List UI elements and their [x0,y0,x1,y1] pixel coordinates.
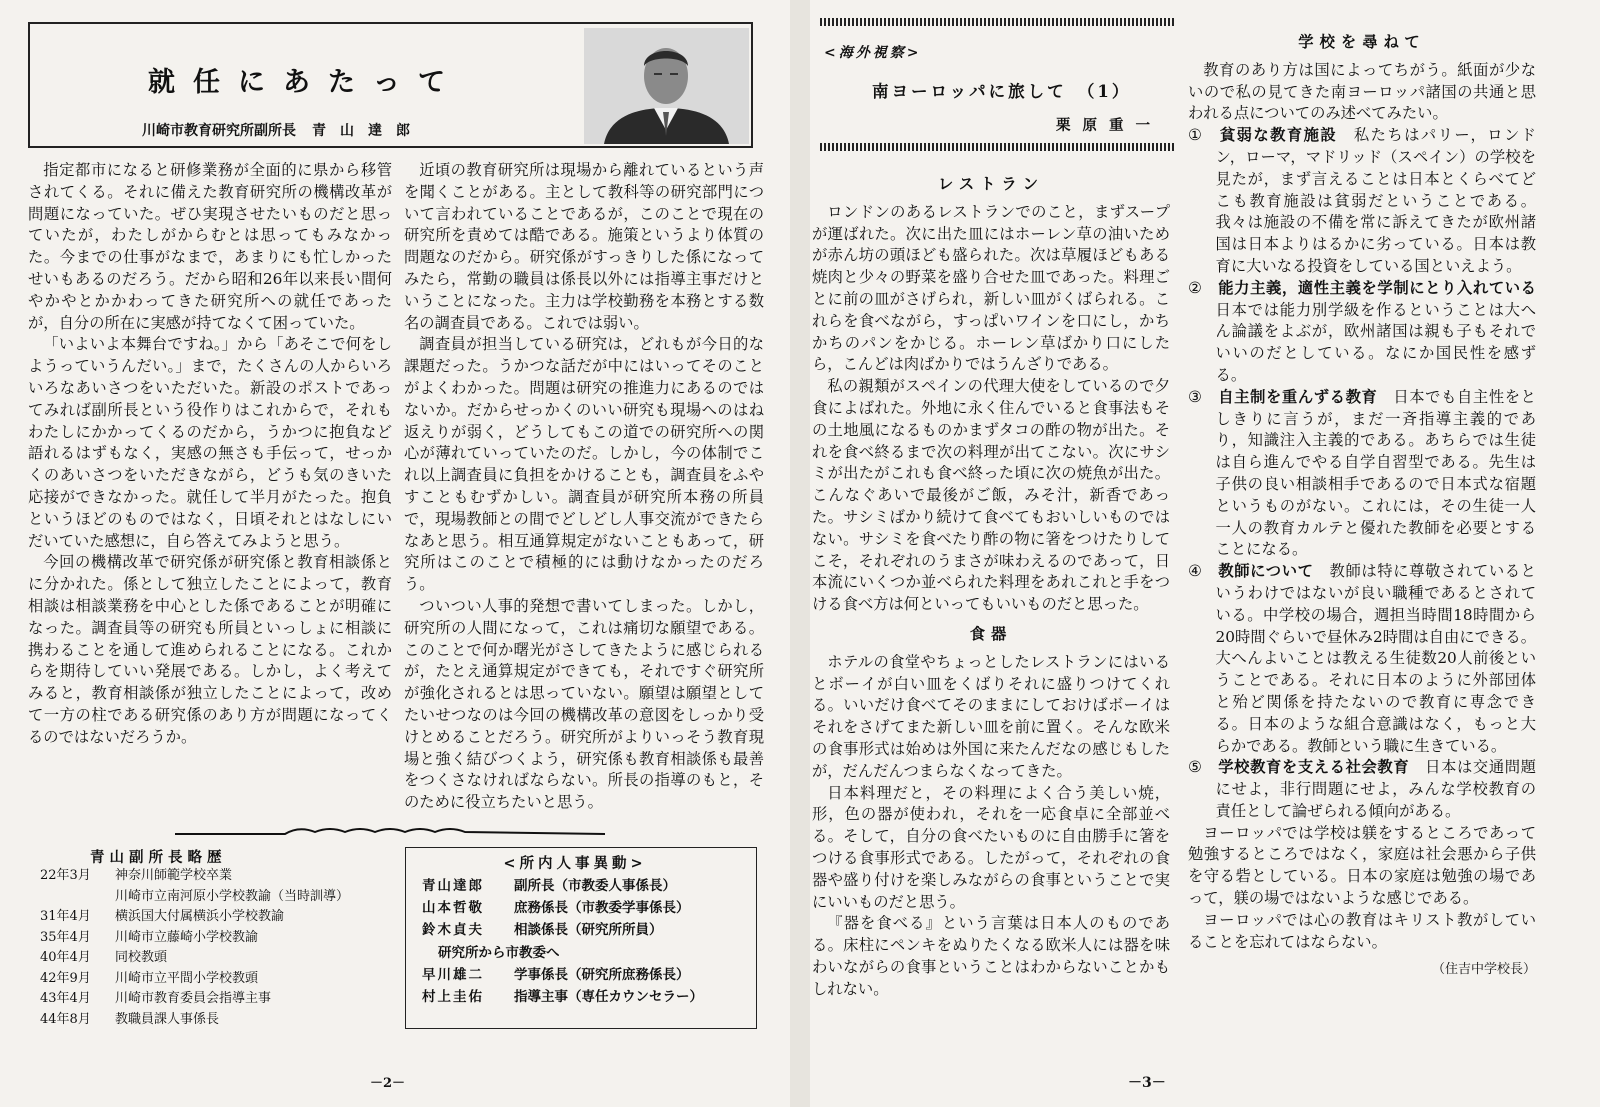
essay-paragraph: 「いよいよ本舞台ですね。」から「あそこで何をしようっていうんだい。」まで，たくさんの人からいろいろなあいさつをいただいた。新設のポストであってみれば副所長という役作りはこれからで，それもわたしにかかってくるのだから，うかつに抱負など語れるはずもなく，実感の無さも手伝って，せっかくのあいさつをいただきながら，どうも気のきいた応接ができなかった。就任して半月がたった。抱負というほどのものではなく，日頃それとはなしにいだいていた感想に，自ら答えてみようと思う。 [28,335,392,550]
point-text: 日本でも自主性をとしきりに言うが，まだ一斉指導主義的であり，知識注入主義的である。あちらでは生徒は自ら進んでやる自学自習型である。先生は子供の良い相談相手であるので日本式な宿題というものがない。これには，その生徒一人一人の教育カルテと優れた教師を必要とすることになる。 [1215,387,1536,559]
personnel-post: 副所長（市教委人事係長） [514,878,676,894]
essay-column-1 [28,160,392,749]
article-paragraph: 私の親類がスペインの代理大使をしているので夕食によばれた。外地に永く住んでいると食事法もその土地風になるものかまずタコの酢の物が出た。それを食べ終るまで次の料理が出てこない。次にサシミが出たがこれも食べ終った頃に次の焼魚が出た。こんなぐあいで最後がご飯，みそ汁，新香であった。サシミばかり続けて食べてもおいしいものではない。サシミを食べたり酢の物に箸をつけたりしてこそ，それぞれのうまさが味わえるのであって，日本流にいくつか並べられた料理をあれこれと手をつける食べ方は何といってもいいものだと思った。 [812,377,1170,614]
page-number-right: －3－ [1128,1075,1166,1091]
point-text: 教師は特に尊敬されているというわけではないが良い職種であるとされている。中学校の場合，週担当時間18時間から20時間ぐらいで昼休み2時間は自由にできる。大へんよいことは教える生徒数20人前後ということである。それに日本のように外部団体と殆ど関係を持たないので教育に専念できる。日本のような組合意識はなく，もっと大らかである。教師という職に生きている。 [1215,562,1536,755]
personnel-post: 庶務係長（市教委学事係長） [514,900,690,917]
essay-paragraph: 指定都市になると研修業務が全面的に県から移管されてくる。それに備えた教育研究所の機構改革が問題になっていた。ぜひ実現させたいものだと思っていたが，わたしがからむとは思ってもみなかった。今までの仕事がなまで，あまりにも忙しかったせいもあるのだろう。だから昭和26年以来長い間何やかやとかかわってきた研究所への就任であったが，自分の所在に実感が持てなくて困っていた。 [28,161,392,332]
point-number: ③ [1188,387,1203,406]
subhead-schools: 学校を尋ねて [1298,33,1426,51]
point-item [1188,757,1536,822]
page-gutter [790,0,810,1107]
personnel-subheading: 研究所から市教委へ [438,944,560,961]
biography-list [40,866,400,1030]
author-affiliation: 川崎市教育研究所副所長 [142,123,296,139]
essay-paragraph: 今回の機構改革で研究係が研究係と教育相談係とに分かれた。係として独立したことによって，教育相談は相談業務を中心とした係であることが明確になった。調査員等の研究も所員といっしょに相談に携わることを通して進められることになる。これからを期待していい発展である。しかし，よく考えてみると，教育相談係が独立したことによって，改めて一方の柱である研究係のあり方が問題になってくるのではないだろうか。 [28,553,392,746]
article-column-2 [1188,24,1536,981]
personnel-entry [422,919,757,941]
point-number: ④ [1188,562,1203,581]
decorative-wave-divider [175,826,605,836]
point-number: ① [1188,126,1204,145]
biography-entry [40,866,400,887]
biography-entry [40,989,400,1010]
biography-date: 43年4月 [40,991,91,1006]
point-item [1188,125,1536,278]
point-item [1188,387,1536,561]
biography-text: 川崎市立南河原小学校教諭（当時訓導） [115,888,350,904]
article-paragraph: 『器を食べる』という言葉は日本人のものである。床柱にペンキをぬりたくなる欧米人には器を味わいながらの食事ということはわからないことかもしれない。 [812,914,1170,998]
author-portrait-photo [584,28,749,144]
biography-date: 35年4月 [40,929,91,945]
personnel-name: 青山達郎 [422,878,484,894]
biography-text: 横浜国大付属横浜小学校教諭 [115,909,285,924]
point-heading: 教師について [1218,562,1314,581]
article-paragraph: 教育のあり方は国によってちがう。紙面が少ないので私の見てきた南ヨーロッパ諸国の共通と思われる点についてのみ述べてみたい。 [1188,60,1536,123]
personnel-title: <所内人事異動> [503,855,647,872]
personnel-name: 早川雄二 [422,966,484,983]
personnel-name: 鈴木貞夫 [422,922,484,939]
personnel-post: 相談係長（研究所所員） [514,922,663,939]
essay-paragraph: 調査員が担当している研究は，どれもが今日的な課題だった。うかつな話だが中にはいってそのことがよくわかった。問題は研究の推進力にあるのではないか。だからせっかくのいい研究も現場へのはね返えりが弱く，どうしてもこの道での研究所への関心が薄れていっていたのだ。しかし，今の体制でこれ以上調査員に負担をかけることも，調査員をふやすこともむずかしい。調査員が研究所本務の所員で，現場教師との間でどしどし人事交流ができたらなあと思う。相互通算規定がないこともあって，研究所はこのことで積極的には動けなかったのだろう。 [404,335,764,594]
biography-entry [40,948,400,969]
essay-column-2 [404,160,764,814]
article-paragraph: ヨーロッパでは学校は躾をするところであって勉強するところではなく，家庭は社会悪から子供を守る砦としている。日本の家庭は勉強の場であって，躾の場ではないような感じである。 [1188,823,1536,908]
personnel-entry [422,964,757,986]
biography-title: 青山副所長略歴 [90,849,227,866]
point-number: ⑤ [1188,758,1203,777]
point-item [1188,278,1536,387]
personnel-entry [422,986,757,1008]
biography-date: 44年8月 [40,1011,91,1027]
personnel-list [422,875,757,1008]
biography-text: 川崎市立平間小学校教頭 [115,970,259,986]
author-name: 青山達郎 [312,123,424,139]
subhead-restaurant: レストラン [937,175,1045,193]
article-paragraph: ロンドンのあるレストランでのこと，まずスープが運ばれた。次に出た皿にはホーレン草の油いためが赤ん坊の頭ほども盛られた。次は草履ほどもある焼肉と少々の野菜を盛り合せた皿であった。料理ごとに前の皿がさげられ，新しい皿がくばられる。これらを食べながら，すっぱいワインを口にし，かちかちのパンをかじる。ホーレン草ばかり口にしたら，こんどは肉ばかりではうんざりである。 [812,202,1170,374]
biography-text: 教職員課人事係長 [115,1011,220,1027]
point-heading: 学校教育を支える社会教育 [1218,758,1410,777]
page-title: 就任にあたって [148,67,463,98]
point-item [1188,561,1536,757]
biography-date [40,887,115,908]
biography-text: 川崎市立藤崎小学校教諭 [115,929,259,945]
right-page [810,0,1600,1107]
author-signature: （住吉中学校長） [1431,962,1536,978]
dotted-rule-bottom [820,143,1175,151]
article-title: 南ヨーロッパに旅して （1） [872,82,1132,101]
biography-text: 川崎市教育委員会指導主事 [115,991,272,1006]
biography-entry [40,928,400,949]
page-number-left: －2－ [370,1076,406,1091]
dotted-rule-top [820,18,1175,26]
point-text: 私たちはパリー，ロンドン，ローマ，マドリッド（スペイン）の学校を見たが，まず言えることは日本とくらべてどこも教育施設は貧弱だということである。我々は施設の不備を常に訴えてきたが欧州諸国は日本よりはるかに劣っている。日本は教育に大いなる投資をしている国といえよう。 [1215,126,1536,275]
left-page [0,0,790,1107]
subhead-tableware: 食器 [969,624,1013,643]
essay-paragraph: ついつい人事的発想で書いてしまった。しかし，研究所の人間になって，これは痛切な願望である。このことで何か曙光がさしてきたように感じられるが，たとえ通算規定ができても，それですぐ研究所が強化されるとは思っていない。願望は願望としてたいせつなのは今回の機構改革の意図をしっかり受けとめることだろう。研究所がよりいっそう教育現場と強く結びつくよう，研究係も教育相談係も最善をつくさなければならない。所長の指導のもと，そのために役立ちたいと思う。 [404,596,764,812]
section-tag: <海外視察> [824,45,922,61]
biography-entry [40,1010,400,1031]
personnel-entry [422,897,757,919]
biography-entry [40,907,400,928]
biography-date: 22年3月 [40,868,91,883]
biography-text: 神奈川師範学校卒業 [115,868,233,883]
title-box [28,22,753,148]
biography-date: 42年9月 [40,970,91,986]
point-text: 日本は交通問題にせよ，非行問題にせよ，みんな学校教育の責任として論ぜられる傾向がある。 [1215,758,1536,820]
point-number: ② [1188,278,1203,297]
byline [142,120,424,140]
personnel-entry [422,875,757,897]
essay-paragraph: 近頃の教育研究所は現場から離れているという声を聞くことがある。主として教科等の研究部門について言われていることであるが，このことで現在の研究所を責めては酷である。施策というより体質の問題なのだから。研究係がすっきりした係になってみたら，常勤の職員は係長以外には指導主事だけということになった。主力は学校勤務を本務とする数名の調査員である。これでは弱い。 [404,161,764,332]
personnel-post: 指導主事（専任カウンセラー） [514,989,703,1006]
article-paragraph: ホテルの食堂やちょっとしたレストランにはいるとボーイが白い皿をくばりそれに盛りつけてくれる。いいだけ食べてそのままにしておけばボーイはそれをさげてまた新しい皿を前に置く。そんな欧米の食事形式は始めは外国に来たんだなの感じもしたが，だんだんつまらなくなってきた。 [812,652,1170,780]
points-list [1188,125,1536,823]
personnel-name: 山本哲敬 [422,900,484,917]
biography-date: 40年4月 [40,950,91,965]
point-text: 日本では能力別学級を作るということは大へん論議をよぶが，欧州諸国は親も子もそれでいいのだとしている。なにか国民性を感ずる。 [1215,300,1536,384]
biography-entry [40,969,400,990]
personnel-post: 学事係長（研究所庶務係長） [514,966,690,983]
biography-text: 同校教頭 [115,950,168,965]
point-heading: 自主制を重んずる教育 [1218,387,1378,406]
point-heading: 能力主義，適性主義を学制にとり入れている [1218,278,1536,297]
article-column-1 [812,166,1170,1000]
biography-date: 31年4月 [40,909,91,924]
personnel-name: 村上圭佑 [422,989,484,1006]
article-paragraph: ヨーロッパでは心の教育はキリスト教がしていることを忘れてはならない。 [1188,910,1536,951]
biography-entry [40,887,400,908]
article-paragraph: 日本料理だと，その料理によく合う美しい焼，形，色の器が使われ，それを一応食卓に全部並べる。そして，自分の食べたいものに自由勝手に箸をつける食事形式である。したがって，それぞれの食器や盛り付けを楽しみながらの食事ということで実にいいものだと思う。 [812,783,1170,911]
point-heading: 貧弱な教育施設 [1219,126,1338,145]
article-author: 栗原重一 [1056,117,1162,134]
